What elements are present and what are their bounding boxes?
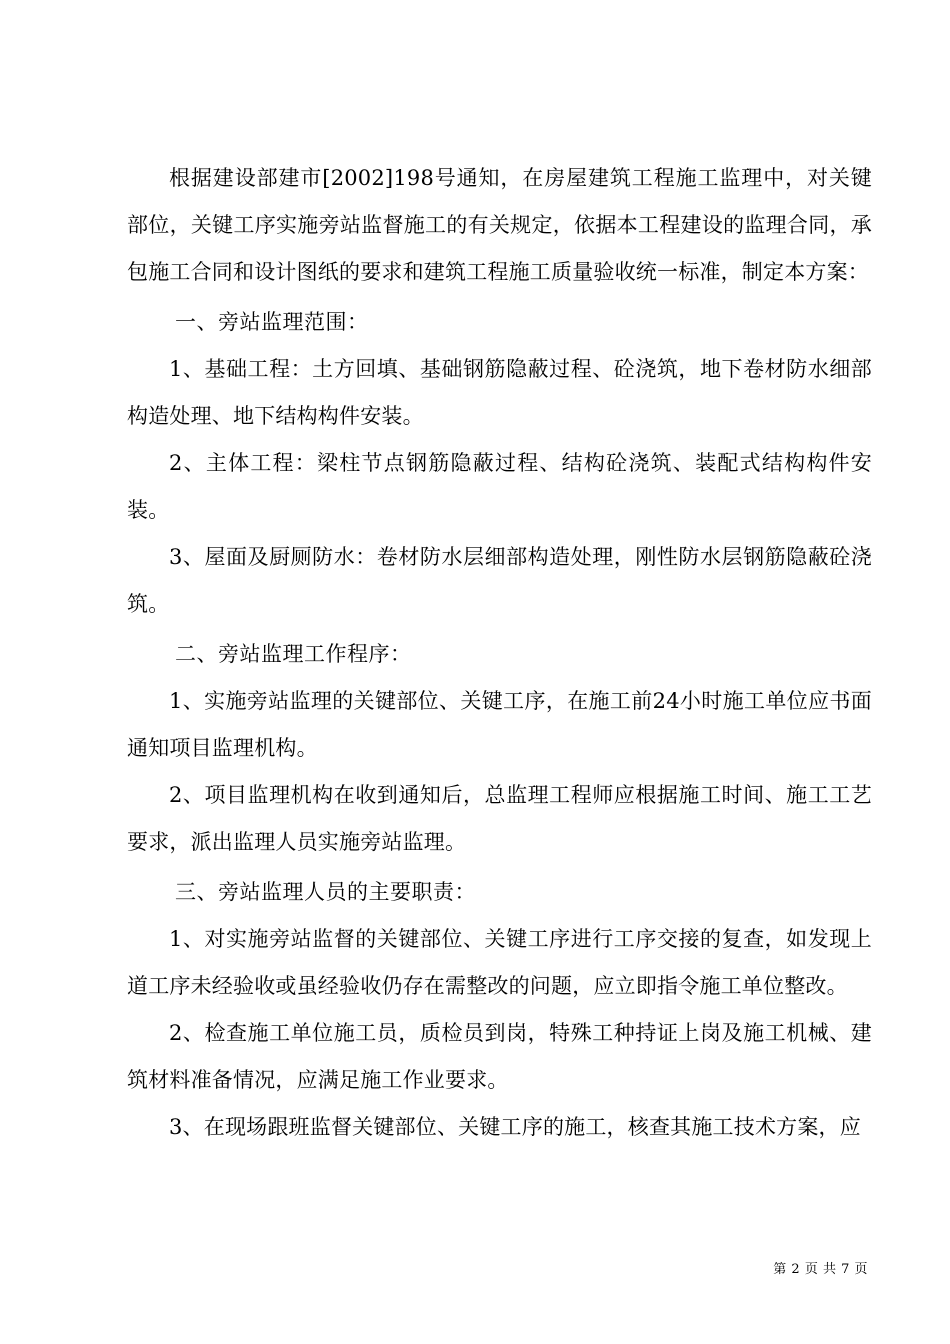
list-item: 2、主体工程：梁柱节点钢筋隐蔽过程、结构砼浇筑、装配式结构构件安装。 — [127, 451, 872, 522]
list-item: 3、在现场跟班监督关键部位、关键工序的施工，核查其施工技术方案，应 — [169, 1115, 861, 1139]
intro-paragraph: 根据建设部建市[2002]198号通知，在房屋建筑工程施工监理中，对关键部位，关键工序实施旁站监督施工的有关规定，依据本工程建设的监理合同，承包施工合同和设计图纸的要求和建筑工程施工质量验收统一标准，制定本方案： — [127, 166, 872, 284]
document-body — [127, 155, 872, 1151]
section-heading-duties: 三、旁站监理人员的主要职责： — [175, 880, 476, 904]
list-item: 2、项目监理机构在收到通知后，总监理工程师应根据施工时间、施工工艺要求，派出监理人员实施旁站监理。 — [127, 783, 872, 854]
list-item: 2、检查施工单位施工员，质检员到岗，特殊工种持证上岗及施工机械、建筑材料准备情况，应满足施工作业要求。 — [127, 1021, 872, 1092]
section-heading-procedure: 二、旁站监理工作程序： — [175, 642, 412, 666]
section-heading-scope: 一、旁站监理范围： — [175, 310, 369, 334]
page-number-footer: 第 2 页 共 7 页 — [773, 1262, 868, 1277]
list-item: 3、屋面及厨厕防水：卷材防水层细部构造处理，刚性防水层钢筋隐蔽砼浇筑。 — [127, 545, 872, 616]
list-item: 1、实施旁站监理的关键部位、关键工序，在施工前24小时施工单位应书面通知项目监理机构。 — [127, 689, 872, 760]
list-item: 1、对实施旁站监督的关键部位、关键工序进行工序交接的复查，如发现上道工序未经验收或虽经验收仍存在需整改的问题，应立即指令施工单位整改。 — [127, 927, 872, 998]
list-item: 1、基础工程：土方回填、基础钢筋隐蔽过程、砼浇筑，地下卷材防水细部构造处理、地下结构构件安装。 — [127, 357, 872, 428]
